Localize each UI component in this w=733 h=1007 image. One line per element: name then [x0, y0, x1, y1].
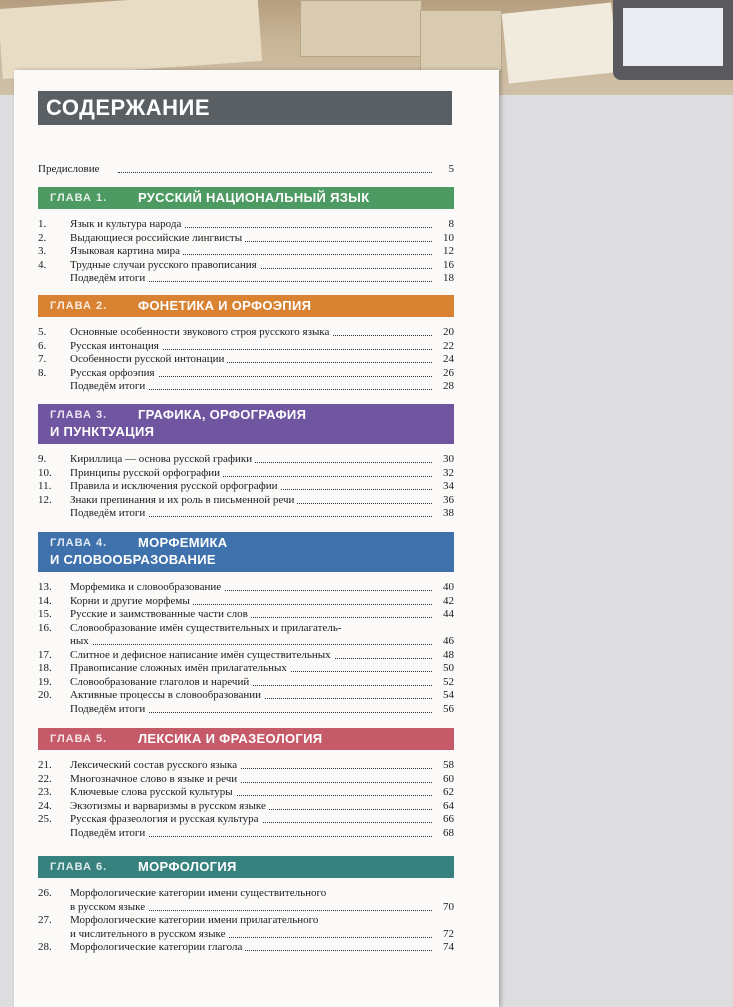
toc-row-number: 2. [38, 231, 47, 244]
chapter-name: РУССКИЙ НАЦИОНАЛЬНЫЙ ЯЗЫК [138, 190, 370, 205]
toc-row[interactable] [38, 927, 454, 941]
toc-row-page: 24 [443, 353, 454, 365]
toc-row-page: 16 [443, 258, 454, 271]
toc-row-number: 25. [38, 813, 52, 825]
toc-row[interactable] [38, 675, 454, 689]
chapter-label: ГЛАВА 5. [50, 733, 108, 745]
toc-row[interactable] [38, 661, 454, 675]
toc-row[interactable] [38, 352, 454, 366]
toc-row-preface[interactable] [38, 162, 454, 176]
toc-row[interactable] [38, 244, 454, 258]
chapter-name: МОРФОЛОГИЯ [138, 859, 237, 874]
toc-row-number: 16. [38, 621, 52, 634]
toc-row-text: Выдающиеся российские лингвисты [70, 231, 245, 245]
toc-row-page: 50 [443, 662, 454, 674]
toc-row[interactable] [38, 621, 454, 635]
toc-row-number: 5. [38, 326, 47, 338]
toc-row[interactable] [38, 339, 454, 353]
toc-row-page: 56 [443, 702, 454, 715]
toc-row-text: Подведём итоги [70, 271, 148, 285]
toc-row-number: 27. [38, 914, 52, 926]
toc-row-page: 60 [443, 772, 454, 785]
toc-row-page: 34 [443, 480, 454, 492]
book-image-2 [420, 10, 502, 72]
toc-row[interactable] [38, 772, 454, 786]
toc-row-text: Русские и заимствованные части слов [70, 607, 251, 621]
toc-row-text: Многозначное слово в языке и речи [70, 772, 240, 786]
toc-row-page: 8 [448, 218, 454, 230]
toc-row-page: 54 [443, 689, 454, 701]
toc-row[interactable] [38, 217, 454, 231]
chapter-header-4[interactable] [38, 532, 454, 572]
toc-row-number: 11. [38, 480, 52, 492]
toc-row-text: и числительного в русском языке [70, 927, 228, 941]
toc-row[interactable] [38, 271, 454, 285]
toc-row[interactable] [38, 258, 454, 272]
toc-row[interactable] [38, 580, 454, 594]
toc-row[interactable] [38, 812, 454, 826]
toc-row-page: 5 [448, 163, 454, 175]
toc-row-page: 36 [443, 493, 454, 506]
toc-row-page: 52 [443, 675, 454, 688]
toc-row[interactable] [38, 826, 454, 840]
toc-row-text: Язык и культура народа [70, 217, 184, 231]
toc-row-text: Слитное и дефисное написание имён существительных [70, 648, 334, 662]
toc-row-text: Особенности русской интонации [70, 352, 227, 366]
toc-row[interactable] [38, 913, 454, 927]
toc-row-text: Словообразование имён существительных и прилагатель- [70, 621, 345, 635]
toc-row-page: 44 [443, 608, 454, 620]
toc-row-text: Морфологические категории глагола [70, 940, 245, 954]
toc-row[interactable] [38, 493, 454, 507]
toc-row-number: 24. [38, 799, 52, 812]
toc-row-text: Кириллица — основа русской графики [70, 452, 255, 466]
toc-row-text: Предисловие [38, 162, 103, 176]
toc-row[interactable] [38, 506, 454, 520]
toc-row-number: 23. [38, 786, 52, 798]
toc-row-number: 14. [38, 594, 52, 607]
toc-row[interactable] [38, 758, 454, 772]
chapter-name: ФОНЕТИКА И ОРФОЭПИЯ [138, 298, 312, 313]
chapter-name: ГРАФИКА, ОРФОГРАФИЯ [138, 407, 307, 422]
toc-row-text: Активные процессы в словообразовании [70, 688, 264, 702]
chapter-label: ГЛАВА 3. [50, 409, 108, 421]
toc-row-text: Ключевые слова русской культуры [70, 785, 236, 799]
toc-row-text: в русском языке [70, 900, 148, 914]
toc-row[interactable] [38, 785, 454, 799]
toc-row-text: Языковая картина мира [70, 244, 183, 258]
contents-page [14, 70, 499, 1007]
toc-row-number: 28. [38, 941, 52, 953]
handwritten-paper [0, 0, 262, 79]
dot-leader [70, 644, 432, 645]
toc-row-page: 70 [443, 900, 454, 913]
toc-row[interactable] [38, 325, 454, 339]
toc-row-text: Трудные случаи русского правописания [70, 258, 260, 272]
chapter-header-1[interactable] [38, 187, 454, 209]
chapter-label: ГЛАВА 6. [50, 861, 108, 873]
toc-row-number: 12. [38, 493, 52, 506]
chapter-header-5[interactable] [38, 728, 454, 750]
toc-row-page: 26 [443, 366, 454, 379]
toc-row-page: 18 [443, 272, 454, 284]
toc-row-text: Морфологические категории имени существительного [70, 886, 329, 900]
toc-row-text: Основные особенности звукового строя русского языка [70, 325, 332, 339]
toc-row-page: 32 [443, 466, 454, 479]
toc-row-text: Русская фразеология и русская культура [70, 812, 262, 826]
toc-row[interactable] [38, 940, 454, 954]
toc-row-page: 48 [443, 648, 454, 661]
chapter-label: ГЛАВА 2. [50, 300, 108, 312]
toc-row-text: Русская интонация [70, 339, 162, 353]
toc-row-number: 9. [38, 453, 47, 465]
toc-row[interactable] [38, 607, 454, 621]
toc-row-number: 13. [38, 581, 52, 593]
contents-title: СОДЕРЖАНИЕ [46, 95, 211, 120]
toc-row-text: Подведём итоги [70, 506, 148, 520]
toc-row[interactable] [38, 452, 454, 466]
toc-row-text: Знаки препинания и их роль в письменной речи [70, 493, 297, 507]
toc-row-page: 20 [443, 326, 454, 338]
toc-row-text: Подведём итоги [70, 826, 148, 840]
chapter-label: ГЛАВА 1. [50, 192, 108, 204]
toc-row-text: Принципы русской орфографии [70, 466, 223, 480]
toc-row-page: 62 [443, 786, 454, 798]
toc-row-page: 66 [443, 813, 454, 825]
toc-row-number: 17. [38, 648, 52, 661]
toc-row-number: 7. [38, 353, 47, 365]
toc-row[interactable] [38, 366, 454, 380]
toc-row[interactable] [38, 479, 454, 493]
toc-row-page: 64 [443, 799, 454, 812]
chapter-name: ЛЕКСИКА И ФРАЗЕОЛОГИЯ [138, 731, 323, 746]
toc-row-page: 72 [443, 927, 454, 940]
toc-row-number: 20. [38, 689, 52, 701]
toc-row-text: Морфологические категории имени прилагательного [70, 913, 321, 927]
toc-row-number: 26. [38, 887, 52, 899]
toc-row-page: 38 [443, 507, 454, 519]
toc-row[interactable] [38, 466, 454, 480]
toc-row-text: Правила и исключения русской орфографии [70, 479, 281, 493]
toc-row-text: Лексический состав русского языка [70, 758, 240, 772]
toc-row[interactable] [38, 379, 454, 393]
chapter-label: ГЛАВА 4. [50, 537, 108, 549]
toc-row-number: 8. [38, 366, 47, 379]
toc-row[interactable] [38, 900, 454, 914]
dot-leader [118, 172, 432, 173]
toc-row-text: Экзотизмы и варваризмы в русском языке [70, 799, 269, 813]
toc-row-text: Словообразование глаголов и наречий [70, 675, 252, 689]
toc-row[interactable] [38, 648, 454, 662]
toc-row[interactable] [38, 594, 454, 608]
toc-row-page: 22 [443, 339, 454, 352]
toc-row-text: ных [70, 634, 92, 648]
chapter-header-3[interactable] [38, 404, 454, 444]
toc-row-page: 40 [443, 581, 454, 593]
toc-row-page: 42 [443, 594, 454, 607]
toc-row-page: 10 [443, 231, 454, 244]
toc-row-number: 10. [38, 466, 52, 479]
toc-row-text: Русская орфоэпия [70, 366, 158, 380]
toc-row-number: 19. [38, 675, 52, 688]
toc-row-text: Морфемика и словообразование [70, 580, 224, 594]
toc-row-number: 15. [38, 608, 52, 620]
contents-title-bar [38, 91, 452, 125]
toc-row-page: 30 [443, 453, 454, 465]
toc-row-number: 4. [38, 258, 47, 271]
toc-row-text: Подведём итоги [70, 379, 148, 393]
toc-row[interactable] [38, 799, 454, 813]
laptop-image [613, 0, 733, 80]
toc-row-number: 21. [38, 759, 52, 771]
pegasus-sketch [502, 2, 619, 83]
toc-row[interactable] [38, 231, 454, 245]
toc-row-page: 74 [443, 941, 454, 953]
chapter-name: МОРФЕМИКА [138, 535, 228, 550]
chapter-name-line2: И ПУНКТУАЦИЯ [50, 424, 155, 439]
book-image [300, 0, 422, 57]
toc-row-page: 12 [443, 245, 454, 257]
toc-row-text: Корни и другие морфемы [70, 594, 193, 608]
toc-row-page: 58 [443, 759, 454, 771]
toc-row-page: 28 [443, 380, 454, 392]
toc-row-text: Правописание сложных имён прилагательных [70, 661, 290, 675]
toc-row-number: 3. [38, 245, 47, 257]
toc-row-page: 68 [443, 826, 454, 839]
toc-row[interactable] [38, 634, 454, 648]
toc-row[interactable] [38, 702, 454, 716]
chapter-header-2[interactable] [38, 295, 454, 317]
chapter-name-line2: И СЛОВООБРАЗОВАНИЕ [50, 552, 216, 567]
toc-row-text: Подведём итоги [70, 702, 148, 716]
chapter-header-6[interactable] [38, 856, 454, 878]
toc-row-page: 46 [443, 635, 454, 647]
toc-row-number: 1. [38, 218, 47, 230]
toc-row-number: 18. [38, 662, 52, 674]
toc-row-number: 22. [38, 772, 52, 785]
toc-row[interactable] [38, 886, 454, 900]
toc-row-number: 6. [38, 339, 47, 352]
toc-row[interactable] [38, 688, 454, 702]
